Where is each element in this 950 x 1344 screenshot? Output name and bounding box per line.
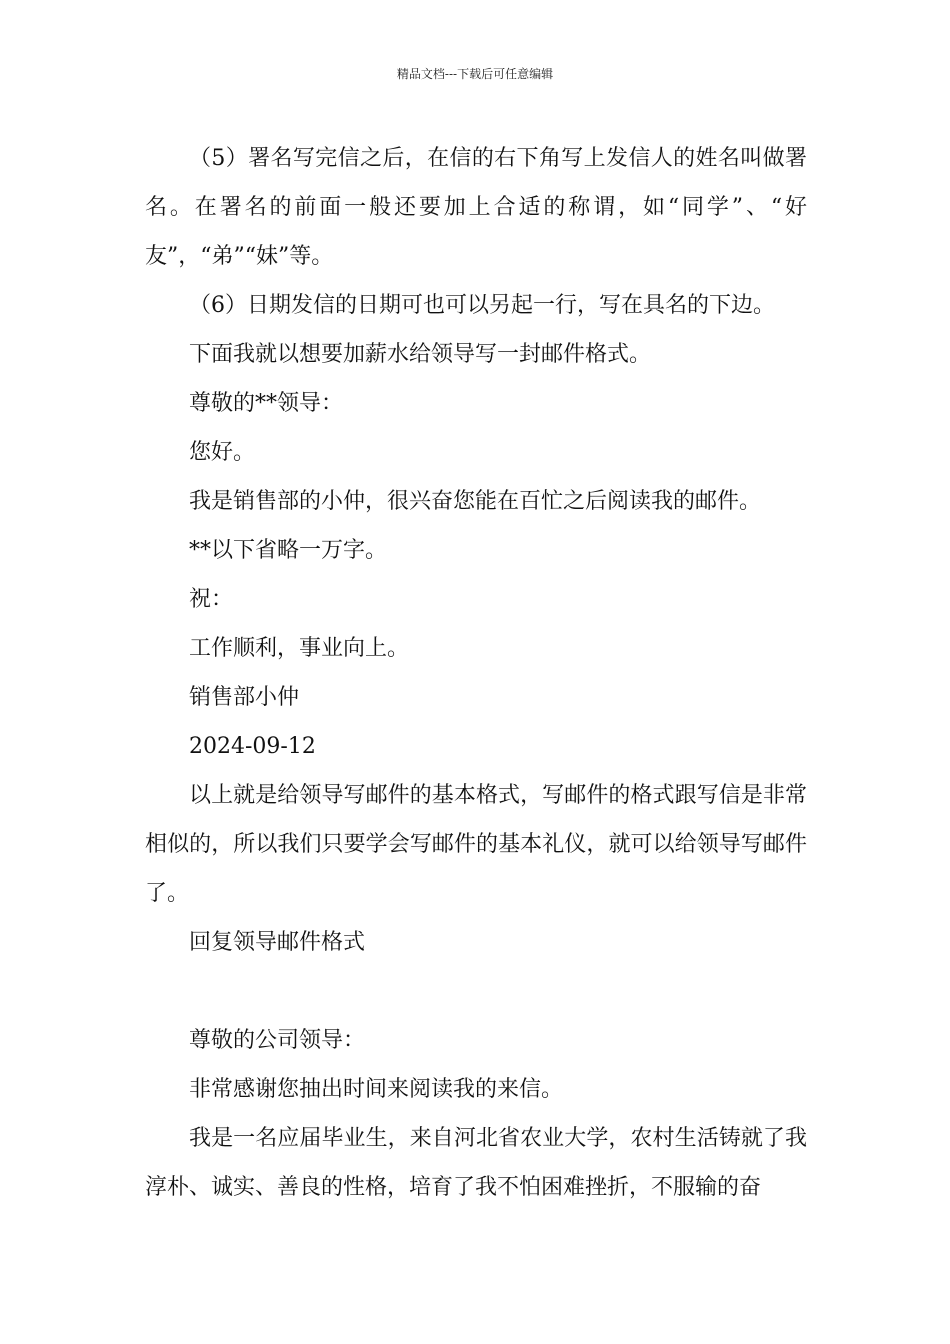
document-body (145, 134, 807, 1212)
letter-salutation: 尊敬的**领导： (189, 391, 344, 416)
blank-line (145, 967, 807, 1016)
letter-sender: 销售部小仲 (189, 685, 300, 710)
letter-wish-label: 祝： (189, 587, 234, 612)
reply-body: 我是一名应届毕业生，来自河北省农业大学，农村生活铸就了我淳朴、诚实、善良的性格，培育了我不怕困难挫折，不服输的奋 (145, 1126, 807, 1200)
paragraph-signature-rule: （5）署名写完信之后，在信的右下角写上发信人的姓名叫做署名。在署名的前面一般还要加上合适的称谓，如“同学”、“好友”，“弟”“妹”等。 (145, 146, 807, 269)
paragraph-date-rule: （6）日期发信的日期可也可以另起一行，写在具名的下边。 (189, 293, 775, 318)
paragraph-intro: 下面我就以想要加薪水给领导写一封邮件格式。 (189, 342, 652, 367)
reply-salutation: 尊敬的公司领导： (189, 1028, 366, 1053)
page-header: 精品文档---下载后可任意编辑 (396, 67, 554, 81)
section-heading-reply: 回复领导邮件格式 (189, 930, 366, 955)
letter-greeting: 您好。 (189, 440, 256, 465)
letter-omitted: **以下省略一万字。 (189, 538, 388, 563)
letter-date: 2024-09-12 (189, 734, 316, 759)
paragraph-summary: 以上就是给领导写邮件的基本格式，写邮件的格式跟写信是非常相似的，所以我们只要学会写邮件的基本礼仪，就可以给领导写邮件了。 (145, 783, 807, 906)
reply-thanks: 非常感谢您抽出时间来阅读我的来信。 (189, 1077, 564, 1102)
letter-body: 我是销售部的小仲，很兴奋您能在百忙之后阅读我的邮件。 (189, 489, 762, 514)
letter-wish: 工作顺利，事业向上。 (189, 636, 410, 661)
